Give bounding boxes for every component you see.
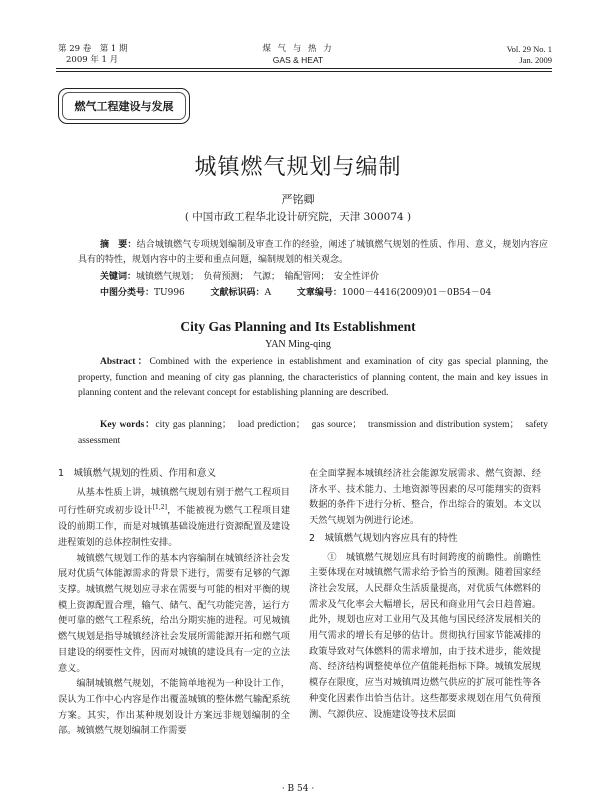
paragraph: 从基本性质上讲，城镇燃气规划有别于燃气工程项目可行性研究或初步设计[1,2]，不能被视为燃气工程项目建设的前期工作，而是对城镇基础设施进行资源配置及建设进程策划的总体控制性安排。 — [58, 486, 291, 548]
header-rule-top — [56, 68, 552, 69]
paper-title-cn: 城镇燃气规划与编制 — [194, 155, 402, 180]
abstract-en-label: Abstract： — [100, 357, 150, 367]
classification-line — [100, 286, 560, 301]
section-1-heading: 1 城镇燃气规划的性质、作用和意义 — [58, 468, 217, 479]
clc-value: TU996 — [154, 288, 185, 298]
page-number: · B 54 · — [281, 784, 315, 794]
keywords-cn — [100, 270, 548, 285]
doc-code-label: 文献标识码： — [210, 288, 265, 298]
keywords-en — [78, 418, 548, 449]
paragraph: 城镇燃气规划工作的基本内容编制在城镇经济社会发展对优质气体能源需求的背景下进行，需要有足够的气源支撑。城镇燃气规划应寻求在需要与可能的相对平衡的规模上资源配置合理，输气、储气、配气功能完善，运行方便可靠的燃气工程系统，给出分期实施的进程。可见城镇燃气规划是指导城镇经济社会发展所需能源开拓和燃气项目建设的纲要性文件，因而对城镇的建设具有一定的立法意义。 — [58, 552, 290, 674]
affiliation-cn: ( 中国市政工程华北设计研究院，天津 300074 ) — [184, 211, 412, 223]
section-label-box — [58, 88, 190, 124]
paragraph: 编制城镇燃气规划，不能简单地视为一种设计工作，误认为工作中心内容是作出覆盖城镇的整体燃气输配系统方案。其实，作出某种规划设计方案远非规划编制的全部。城镇燃气规划编制工作需要 — [58, 678, 290, 737]
body-right-column — [309, 466, 541, 722]
paragraph: 在全面掌握本城镇经济社会能源发展需求、燃气资源、经济水平、技术能力、土地资源等因素的尽可能翔实的资料数据的条件下进行分析、整合，作出综合的策划。本文以天然气规划为例进行论述。 — [309, 468, 541, 527]
keywords-cn-text: 城镇燃气规划； 负荷预测； 气源； 输配管网； 安全性评价 — [136, 272, 380, 282]
author-cn: 严铭卿 — [281, 193, 315, 206]
article-number-value: 1000－4416(2009)01－0B54－04 — [341, 288, 492, 298]
paragraph: ① 城镇燃气规划应具有时间跨度的前瞻性。前瞻性主要体现在对城镇燃气需求给予恰当的预测。随着国家经济社会发展，人民群众生活质量提高，对优质气体燃料的需求及气化率会大幅增长，居民和商业用气会日趋普遍。此外，规划也应对工业用气及其他与国民经济发展相关的用气需求的增长有足够的估计。贯彻执行国家节能减排的政策导致对气体燃料的需求增加，由于技术进步，能效提高、经济结构调整使单位产值能耗指标下降。城镇发展规模存在限度，应当对城镇周边燃气供应的扩展可能性等各种变化因素作出恰当估计。这些都要求规划在用气负荷预测、气源供应、设施建设等技术层面 — [309, 551, 541, 720]
abstract-cn-label: 摘 要： — [100, 240, 137, 250]
header-rule-bottom — [56, 71, 552, 72]
abstract-en — [78, 355, 548, 402]
journal-name-cn: 煤 气 与 热 力 — [262, 44, 334, 54]
keywords-en-text: city gas planning； load prediction； gas source； transmission and distribution system； safety assessment — [78, 420, 549, 446]
clc-label: 中图分类号： — [100, 288, 155, 298]
journal-name-en: GAS & HEAT — [272, 55, 324, 65]
keywords-cn-label: 关键词： — [100, 272, 137, 282]
doc-code-value: A — [264, 288, 272, 298]
keywords-en-label: Key words： — [100, 420, 156, 430]
issue-date: 2009 年 1 月 — [66, 55, 119, 65]
author-en: YAN Ming-qing — [265, 339, 331, 350]
volume-en: Vol. 29 No. 1 — [506, 44, 552, 54]
body-left-column — [58, 466, 290, 739]
paper-title-en: City Gas Planning and Its Establishment — [180, 319, 416, 334]
abstract-cn — [78, 238, 548, 268]
section-label: 燃气工程建设与发展 — [62, 92, 186, 120]
header-right — [507, 44, 552, 66]
abstract-en-text: Combined with the experience in establishment and examination of city gas special planning, the property, function and meaning of city gas planning, the characteristics of planning content, the main and key issues in planning content and the relevant concept for establishing planning are described. — [78, 357, 548, 398]
abstract-cn-text: 结合城镇燃气专项规划编制及审查工作的经验，阐述了城镇燃气规划的性质、作用、意义，规划内容应具有的特性，规划内容中的主要和重点问题，编制规划的相关观念。 — [78, 240, 548, 265]
citation: [1,2] — [152, 504, 167, 512]
date-en: Jan. 2009 — [519, 55, 552, 65]
section-2-heading: 2 城镇燃气规划内容应具有的特性 — [309, 532, 458, 544]
article-number-label: 文章编号： — [296, 288, 342, 298]
volume-issue: 第 29 卷 第 1 期 — [58, 44, 128, 54]
